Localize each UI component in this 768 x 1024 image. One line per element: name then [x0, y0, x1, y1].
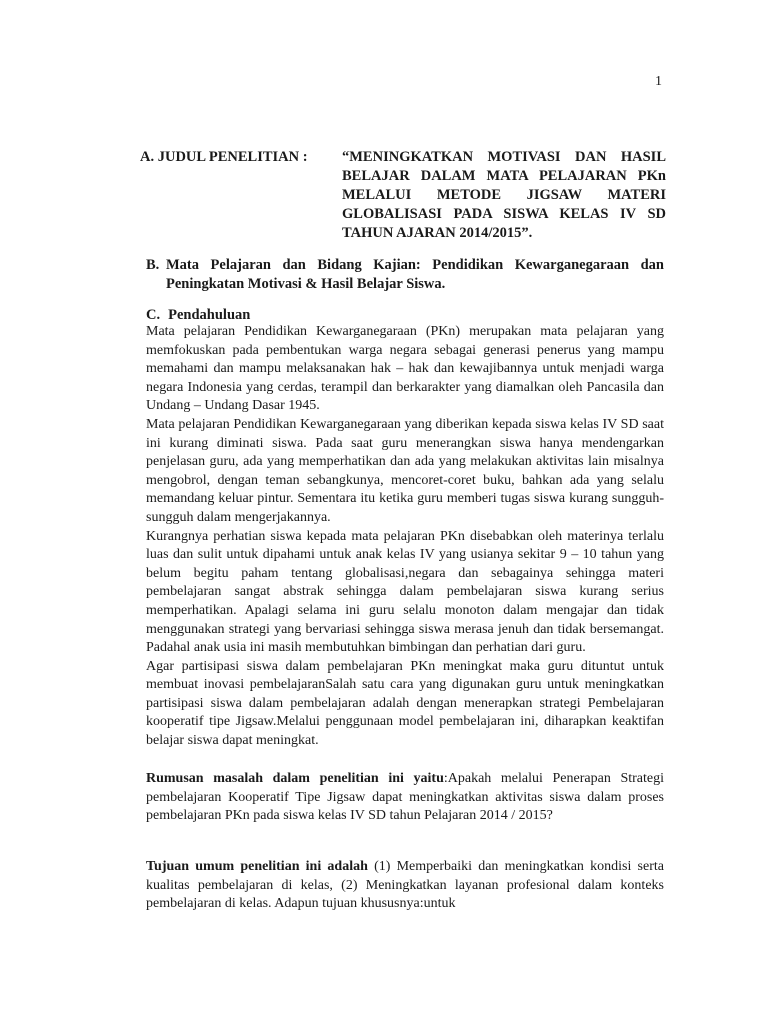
section-a-label: A. JUDUL PENELITIAN :	[140, 149, 308, 165]
objectives-lead: Tujuan umum penelitian ini adalah	[146, 859, 368, 874]
problem-statement-text: :Apakah melalui Penerapan Strategi pembelajaran Kooperatif Tipe Jigsaw dapat meningkatkan aktivitas siswa dalam proses pembelajaran PKn pada siswa kelas IV SD tahun Pelajaran 2014 / 2015?	[146, 771, 664, 824]
section-b-letter: B.	[146, 257, 160, 273]
paragraph: Mata pelajaran Pendidikan Kewarganegaraan (PKn) merupakan mata pelajaran yang memfokuskan pada pembentukan warga negara sebagai generasi penerus yang mampu memahami dan mampu melaksanakan hak – hak dan kewajibannya untuk menjadi warga negara Indonesia yang cerdas, terampil dan berkarakter yang diamalkan oleh Pancasila dan Undang – Undang Dasar 1945.	[146, 324, 664, 414]
section-b-subject	[146, 256, 664, 293]
paragraph	[146, 858, 664, 914]
paragraph	[146, 770, 664, 826]
paragraph: Kurangnya perhatian siswa kepada mata pelajaran PKn disebabkan oleh materinya terlalu luas dan sulit untuk dipahami untuk anak kelas IV yang usianya sekitar 9 – 10 tahun yang belum begitu paham tentang globalisasi,negara dan sebagainya sehingga materi pembelajaran sangat abstrak sehingga dalam pembelajaran siswa kurang serius memperhatikan. Apalagi selama ini guru selalu monoton dalam mengajar dan tidak menggunakan strategi yang bervariasi sehingga siswa merasa jenuh dan tidak bersemangat. Padahal anak usia ini masih membutuhkan bimbingan dan perhatian dari guru.	[146, 528, 664, 656]
objectives-text: (1) Memperbaiki dan meningkatkan kondisi serta kualitas pembelajaran di kelas, (2) Meningkatkan layanan profesional dalam konteks pembelajaran di kelas. Adapun tujuan khususnya:untuk	[146, 859, 664, 912]
section-b-text: Mata Pelajaran dan Bidang Kajian: Pendidikan Kewarganegaraan dan Peningkatan Motivasi & Hasil Belajar Siswa.	[166, 257, 664, 292]
introduction-body	[146, 323, 664, 751]
paragraph: Mata pelajaran Pendidikan Kewarganegaraan yang diberikan kepada siswa kelas IV SD saat ini kurang diminati siswa. Pada saat guru menerangkan siswa hanya mendengarkan penjelasan guru, ada yang memperhatikan dan ada yang melakukan aktivitas lain misalnya mengobrol, dengan teman sebangkunya, mencoret-coret buku, bahkan ada yang selalu memandang keluar pintur. Sementara itu ketika guru memberi tugas siswa kurang sungguh-sungguh dalam mengerjakannya.	[146, 416, 664, 525]
section-c-heading	[146, 306, 250, 325]
problem-statement-lead: Rumusan masalah dalam penelitian ini yaitu	[146, 771, 444, 786]
research-title: “MENINGKATKAN MOTIVASI DAN HASIL BELAJAR DALAM MATA PELAJARAN PKn MELALUI METODE JIGSAW MATERI GLOBALISASI PADA SISWA KELAS IV SD TAHUN AJARAN 2014/2015”.	[342, 149, 666, 241]
page-number: 1	[655, 74, 662, 89]
section-c-letter: C.	[146, 307, 161, 323]
paragraph: Agar partisipasi siswa dalam pembelajaran PKn meningkat maka guru dituntut untuk membuat inovasi pembelajaranSalah satu cara yang digunakan guru untuk meningkatkan partisipasi siswa dalam pembelajaran adalah dengan menerapkan strategi Pembelajaran kooperatif tipe Jigsaw.Melalui penggunaan model pembelajaran ini, diharapkan keaktifan belajar siswa dapat meningkat.	[146, 658, 664, 749]
research-objectives	[146, 858, 664, 914]
problem-statement	[146, 770, 664, 826]
section-c-title: Pendahuluan	[168, 307, 251, 323]
